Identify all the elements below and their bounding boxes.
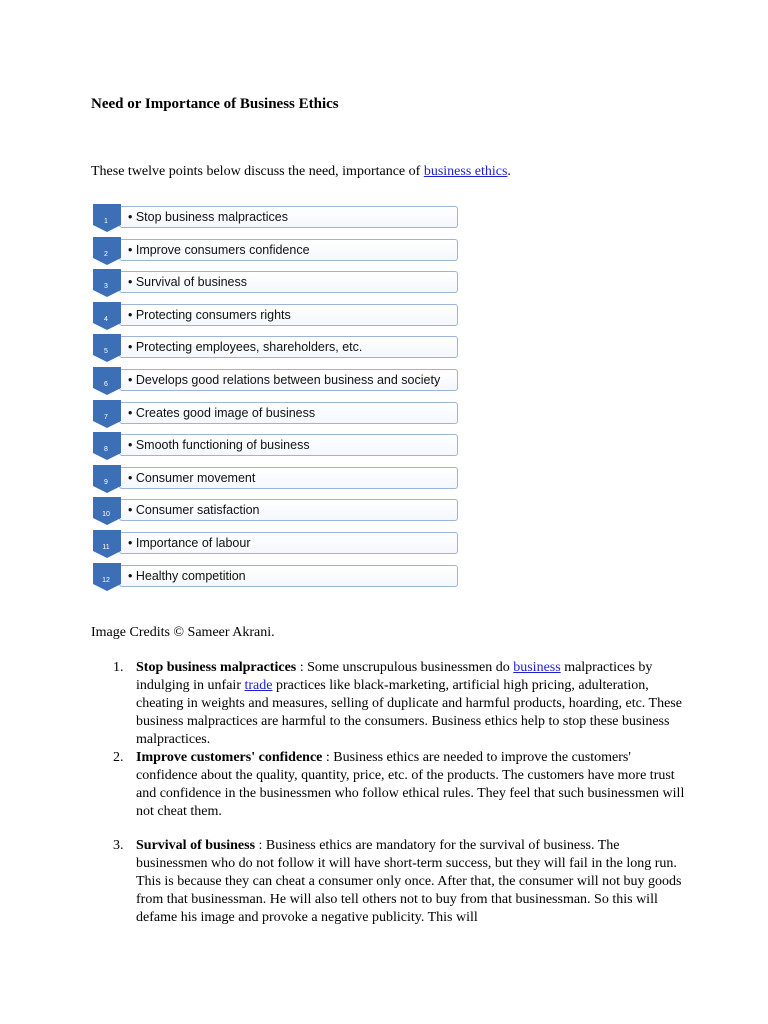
step-number: 1 bbox=[104, 218, 108, 225]
point-item-2 bbox=[91, 749, 691, 821]
step-number: 11 bbox=[102, 544, 110, 551]
business-link[interactable]: business bbox=[513, 660, 561, 675]
step-number: 6 bbox=[104, 381, 108, 388]
step-number: 3 bbox=[104, 283, 108, 291]
step-number: 9 bbox=[104, 478, 108, 486]
point-heading: Survival of business bbox=[136, 838, 256, 853]
twelve-points-diagram bbox=[92, 203, 464, 596]
point-text: : Some unscrupulous businessmen do bbox=[296, 660, 514, 675]
business-ethics-link[interactable]: business ethics bbox=[423, 164, 508, 179]
diagram-step bbox=[92, 496, 464, 527]
step-label: • Creates good image of business bbox=[128, 405, 316, 420]
step-number: 10 bbox=[102, 511, 110, 519]
intro-paragraph bbox=[91, 163, 511, 180]
diagram-step bbox=[92, 268, 464, 299]
image-credits: Image Credits © Sameer Akrani. bbox=[91, 625, 275, 640]
point-text: : Business ethics are needed to improve the customers' confidence about the quality, quantity, price, etc. of the products. The customers have more trust and confidence in the businessmen who follow ethical rules. They feel that such businessmen will not cheat them. bbox=[136, 750, 685, 819]
point-number: 1. bbox=[113, 660, 124, 675]
point-text: malpractices by indulging in unfair bbox=[136, 660, 653, 693]
step-number: 2 bbox=[104, 250, 108, 258]
step-label: • Consumer satisfaction bbox=[128, 503, 260, 518]
diagram-step bbox=[92, 529, 464, 560]
diagram-step bbox=[92, 399, 464, 430]
step-label: • Stop business malpractices bbox=[128, 210, 289, 224]
point-item-3 bbox=[91, 837, 691, 927]
diagram-step bbox=[92, 366, 464, 397]
step-number: 7 bbox=[104, 413, 108, 421]
step-label: • Survival of business bbox=[128, 275, 248, 290]
diagram-step bbox=[92, 301, 464, 332]
step-label: • Improve consumers confidence bbox=[128, 242, 310, 257]
diagram-step bbox=[92, 333, 464, 364]
step-label: • Smooth functioning of business bbox=[128, 438, 310, 453]
point-text: practices like black-marketing, artificial high pricing, adulteration, cheating in weights and measures, selling of duplicate and harmful products, hoarding, etc. These business malpractices are harmful to the consumers. Business ethics help to stop these business malpractices. bbox=[136, 678, 682, 747]
point-text: : Business ethics are mandatory for the survival of business. The businessmen who do not follow it will have short-term success, but they will fail in the long run. This is because they can cheat a consumer only once. After that, the consumer will not buy goods from that businessman. He will also tell others not to buy from that businessman. So this will defame his image and provoke a negative publicity. This will bbox=[136, 838, 682, 925]
point-heading: Improve customers' confidence bbox=[136, 750, 323, 765]
point-number: 3. bbox=[113, 838, 124, 853]
diagram-step bbox=[92, 431, 464, 462]
diagram-step bbox=[92, 203, 464, 234]
step-label: • Healthy competition bbox=[128, 568, 246, 583]
diagram-step bbox=[92, 464, 464, 495]
step-number: 12 bbox=[102, 576, 110, 584]
point-item-1 bbox=[91, 659, 691, 749]
step-label: • Protecting employees, shareholders, etc. bbox=[128, 340, 363, 355]
step-label: • Importance of labour bbox=[128, 536, 251, 550]
trade-link[interactable]: trade bbox=[244, 678, 273, 693]
points-list bbox=[91, 659, 691, 927]
point-number: 2. bbox=[113, 750, 124, 765]
diagram-step bbox=[92, 562, 464, 593]
diagram-step bbox=[92, 236, 464, 267]
intro-text: These twelve points below discuss the need, importance of bbox=[91, 164, 424, 179]
step-label: • Consumer movement bbox=[128, 470, 256, 485]
step-number: 5 bbox=[104, 348, 108, 356]
step-label: • Develops good relations between business and society bbox=[128, 373, 441, 387]
page-title: Need or Importance of Business Ethics bbox=[91, 96, 339, 112]
step-number: 4 bbox=[104, 315, 108, 323]
point-heading: Stop business malpractices bbox=[136, 660, 297, 675]
step-number: 8 bbox=[104, 446, 108, 454]
step-label: • Protecting consumers rights bbox=[128, 307, 291, 322]
intro-end: . bbox=[507, 164, 511, 179]
